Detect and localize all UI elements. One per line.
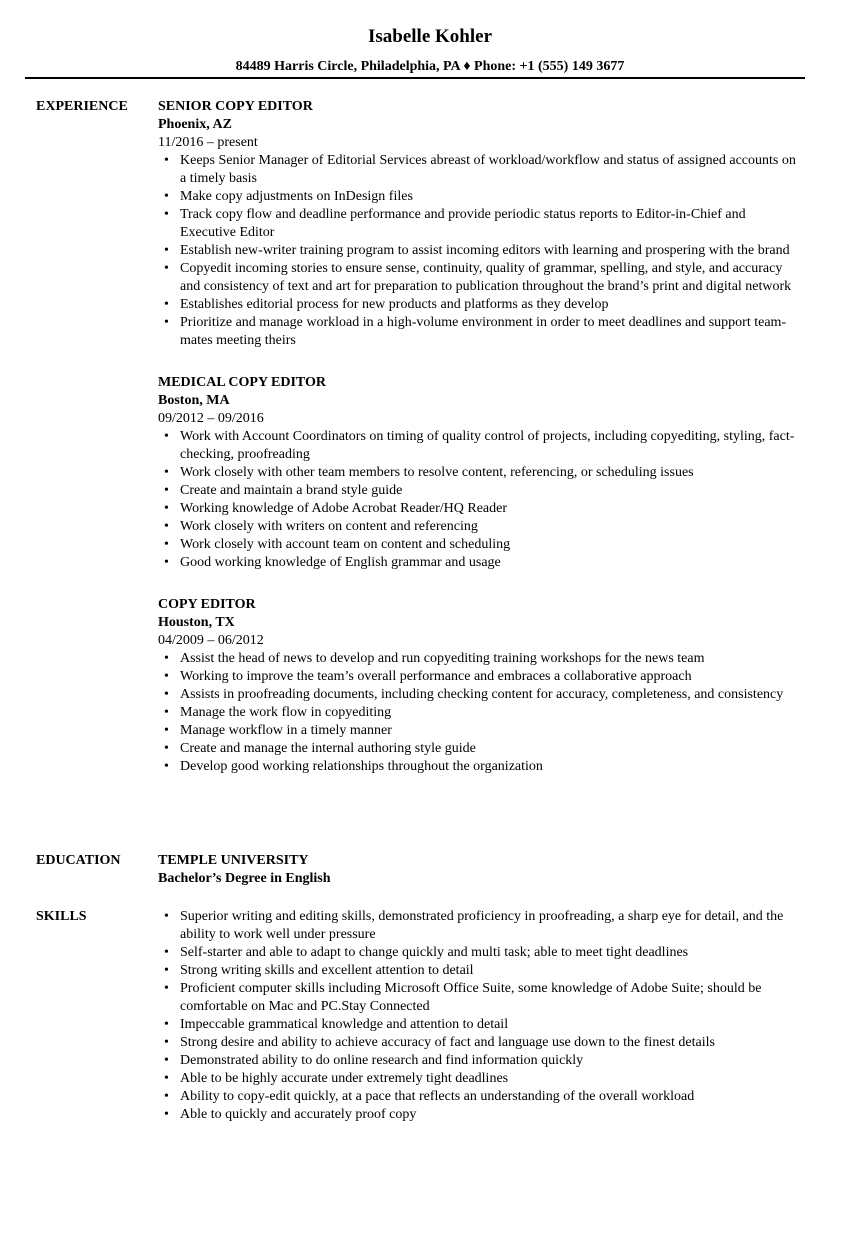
list-item: • Establishes editorial process for new products and platforms as they develop <box>180 296 798 314</box>
list-item: • Manage the work flow in copyediting <box>180 704 798 722</box>
list-item: • Prioritize and manage workload in a high-volume environment in order to meet deadlines and support team-mates meeting theirs <box>180 314 798 350</box>
list-item: • Working to improve the team’s overall performance and embraces a collaborative approach <box>180 668 798 686</box>
education-section <box>36 852 816 888</box>
job-dates: 09/2012 – 09/2016 <box>158 411 264 426</box>
list-item: • Demonstrated ability to do online research and find information quickly <box>180 1052 798 1070</box>
list-item: • Working knowledge of Adobe Acrobat Reader/HQ Reader <box>180 500 798 518</box>
list-item: • Establish new-writer training program to assist incoming editors with learning and prospering with the brand <box>180 242 798 260</box>
list-item: • Assists in proofreading documents, including checking content for accuracy, completeness, and consistency <box>180 686 798 704</box>
header-divider <box>25 77 805 79</box>
list-item: • Track copy flow and deadline performance and provide periodic status reports to Editor-in-Chief and Executive Editor <box>180 206 798 242</box>
degree: Bachelor’s Degree in English <box>158 871 331 886</box>
list-item: • Copyedit incoming stories to ensure sense, continuity, quality of grammar, spelling, and style, and accuracy and consistency of text and art for preparation to publication throughout the brand’s print and digital network <box>180 260 798 296</box>
section-label: EDUCATION <box>36 853 121 868</box>
list-item: • Impeccable grammatical knowledge and attention to detail <box>180 1016 798 1034</box>
list-item: • Assist the head of news to develop and run copyediting training workshops for the news team <box>180 650 798 668</box>
list-item: • Work with Account Coordinators on timing of quality control of projects, including copyediting, styling, fact-checking, proofreading <box>180 428 798 464</box>
list-item: • Able to quickly and accurately proof copy <box>180 1106 798 1124</box>
job-title: COPY EDITOR <box>158 597 256 612</box>
list-item: • Work closely with writers on content and referencing <box>180 518 798 536</box>
job-bullets <box>158 650 798 776</box>
section-label: SKILLS <box>36 909 87 924</box>
list-item: • Able to be highly accurate under extremely tight deadlines <box>180 1070 798 1088</box>
skills-section <box>36 908 816 1124</box>
job-bullets <box>158 152 798 350</box>
job-title: MEDICAL COPY EDITOR <box>158 375 327 390</box>
list-item: • Make copy adjustments on InDesign files <box>180 188 798 206</box>
list-item: • Strong writing skills and excellent attention to detail <box>180 962 798 980</box>
list-item: • Superior writing and editing skills, demonstrated proficiency in proofreading, a sharp eye for detail, and the ability to work well under pressure <box>180 908 798 944</box>
job-entry <box>158 98 798 350</box>
candidate-name: Isabelle Kohler <box>367 26 493 47</box>
list-item: • Good working knowledge of English grammar and usage <box>180 554 798 572</box>
experience-list <box>158 98 798 776</box>
job-location: Boston, MA <box>158 393 230 408</box>
job-title: SENIOR COPY EDITOR <box>158 99 313 114</box>
list-item: • Ability to copy-edit quickly, at a pace that reflects an understanding of the overall workload <box>180 1088 798 1106</box>
job-dates: 04/2009 – 06/2012 <box>158 633 264 648</box>
job-location: Phoenix, AZ <box>158 117 232 132</box>
list-item: • Develop good working relationships throughout the organization <box>180 758 798 776</box>
list-item: • Strong desire and ability to achieve accuracy of fact and language use down to the finest details <box>180 1034 798 1052</box>
list-item: • Manage workflow in a timely manner <box>180 722 798 740</box>
job-entry <box>158 374 798 572</box>
list-item: • Self-starter and able to adapt to change quickly and multi task; able to meet tight deadlines <box>180 944 798 962</box>
job-bullets <box>158 428 798 572</box>
list-item: • Keeps Senior Manager of Editorial Services abreast of workload/workflow and status of assigned accounts on a timely basis <box>180 152 798 188</box>
school-name: TEMPLE UNIVERSITY <box>158 853 309 868</box>
list-item: • Create and maintain a brand style guide <box>180 482 798 500</box>
section-label: EXPERIENCE <box>36 99 128 114</box>
job-dates: 11/2016 – present <box>158 135 258 150</box>
list-item: • Create and manage the internal authoring style guide <box>180 740 798 758</box>
job-entry <box>158 596 798 776</box>
skills-list <box>158 908 798 1124</box>
list-item: • Proficient computer skills including Microsoft Office Suite, some knowledge of Adobe Suite; should be comfortable on Mac and PC.Stay Connected <box>180 980 798 1016</box>
experience-section <box>36 98 816 800</box>
list-item: • Work closely with other team members to resolve content, referencing, or scheduling issues <box>180 464 798 482</box>
job-location: Houston, TX <box>158 615 235 630</box>
contact-line: 84489 Harris Circle, Philadelphia, PA ♦ Phone: +1 (555) 149 3677 <box>235 59 625 74</box>
list-item: • Work closely with account team on content and scheduling <box>180 536 798 554</box>
